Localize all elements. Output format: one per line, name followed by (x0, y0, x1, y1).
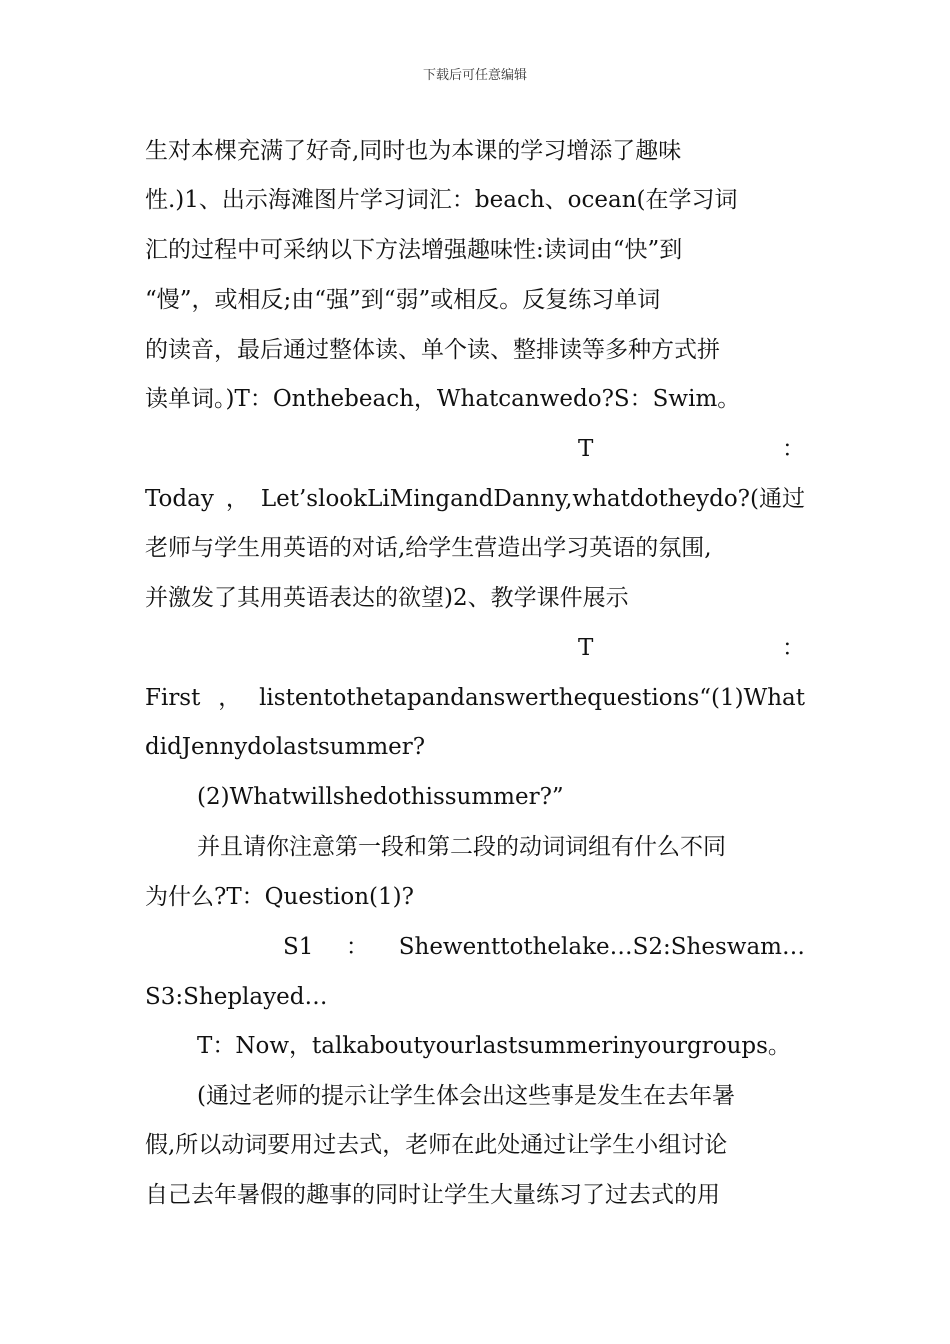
text-segment: First (145, 685, 201, 711)
text-line-1: 生对本棵充满了好奇,同时也为本课的学习增添了趣味 (145, 138, 682, 164)
text-line-13: didJennydolastsummer? (145, 734, 426, 760)
text-line-8 (145, 484, 805, 514)
text-line-22: 自己去年暑假的趣事的同时让学生大量练习了过去式的用 (145, 1182, 720, 1208)
text-line-16: 为什么?T：Question(1)? (145, 884, 414, 910)
text-line-6: 读单词。)T：Onthebeach，Whatcanwedo?S：Swim。 (145, 386, 741, 412)
text-line-9: 老师与学生用英语的对话,给学生营造出学习英语的氛围, (145, 535, 712, 561)
speaker-t-label: T (578, 436, 594, 462)
speaker-colon: ： (345, 934, 369, 960)
text-segment: listentothetapandanswerthequestions“(1)What (259, 685, 805, 711)
text-line-19: T：Now，talkaboutyourlastsummerinyourgroups。 (197, 1033, 791, 1059)
text-line-4: “慢”，或相反;由“强”到“弱”或相反。反复练习单词 (145, 287, 661, 313)
text-line-14: (2)Whatwillshedothissummer?” (197, 784, 564, 810)
text-line-7 (578, 434, 805, 464)
speaker-colon: ： (782, 635, 805, 661)
speaker-colon: ： (782, 436, 805, 462)
text-line-15: 并且请你注意第一段和第二段的动词词组有什么不同 (197, 834, 726, 860)
text-line-21: 假,所以动词要用过去式，老师在此处通过让学生小组讨论 (145, 1132, 728, 1158)
text-line-11 (578, 633, 805, 663)
text-line-5: 的读音，最后通过整体读、单个读、整排读等多种方式拼 (145, 337, 720, 363)
text-line-3: 汇的过程中可采纳以下方法增强趣味性:读词由“快”到 (145, 237, 683, 263)
text-line-2: 性.)1、出示海滩图片学习词汇：beach、ocean(在学习词 (145, 187, 738, 213)
page-header: 下载后可任意编辑 (422, 68, 527, 83)
text-segment: Let’slookLiMingandDanny,whatdotheydo?(通过 (260, 486, 805, 512)
text-line-12 (145, 683, 805, 713)
speaker-t-label: T (578, 635, 594, 661)
text-line-18: S3:Sheplayed… (145, 984, 328, 1010)
text-line-20: (通过老师的提示让学生体会出这些事是发生在去年暑 (197, 1083, 735, 1109)
text-segment: ， (225, 486, 249, 512)
text-segment: ， (218, 685, 242, 711)
text-segment: Today (145, 486, 214, 512)
text-segment: Shewenttothelake…S2:Sheswam… (398, 934, 805, 960)
speaker-s1-label: S1 (283, 934, 314, 960)
text-line-10: 并激发了其用英语表达的欲望)2、教学课件展示 (145, 585, 629, 611)
text-line-17 (145, 932, 805, 962)
